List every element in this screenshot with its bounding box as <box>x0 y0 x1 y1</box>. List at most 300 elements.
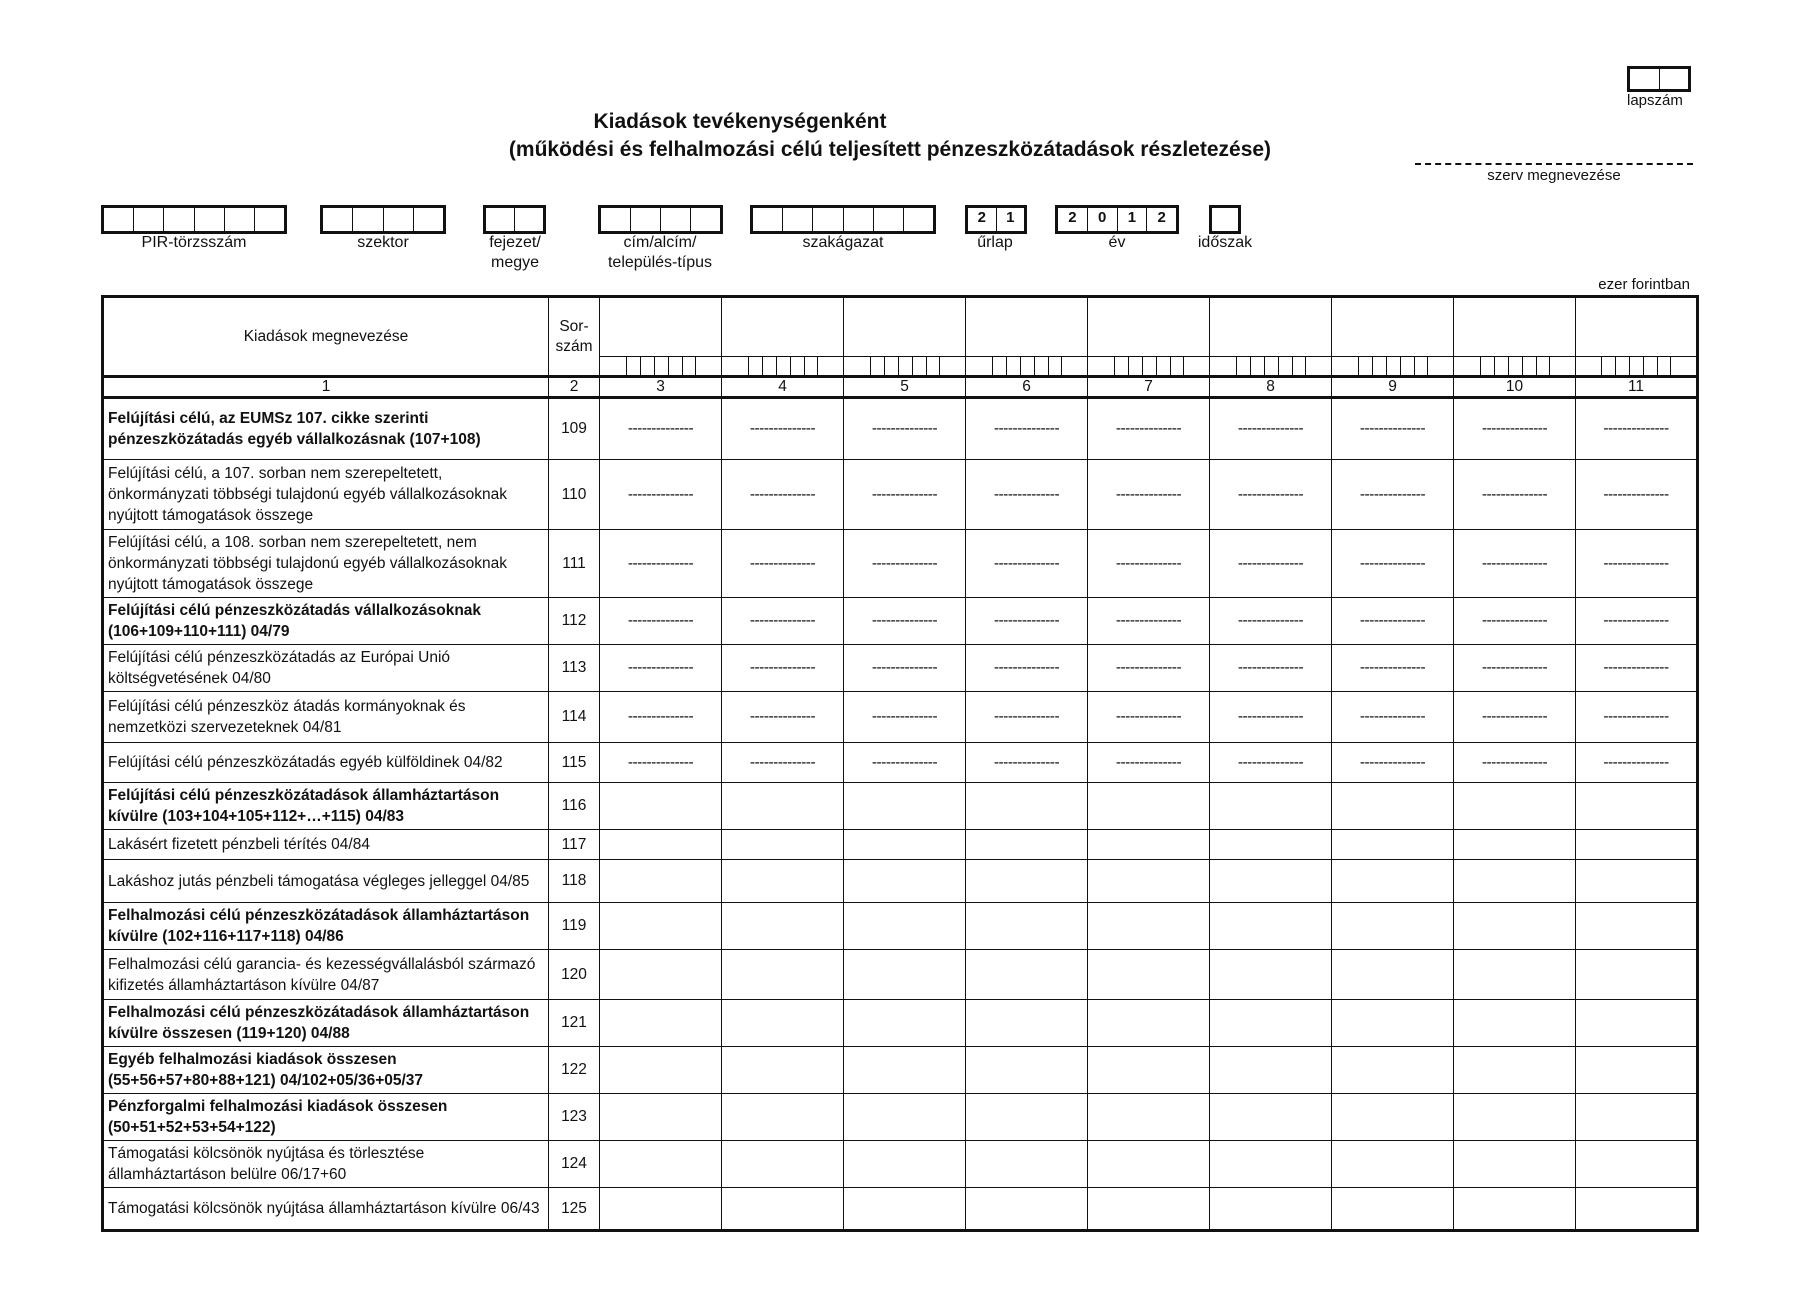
row-label: Támogatási kölcsönök nyújtása államháztartáson kívülre 06/43 <box>103 1188 549 1231</box>
dashed-cell: -------------- <box>966 460 1088 530</box>
value-cell[interactable] <box>1454 1000 1576 1047</box>
column-code-box[interactable] <box>640 357 654 375</box>
value-cell[interactable] <box>1210 1047 1332 1094</box>
column-number: 10 <box>1454 377 1576 398</box>
dashed-cell: -------------- <box>1332 398 1454 460</box>
column-number: 6 <box>966 377 1088 398</box>
id-digit-box[interactable] <box>601 208 631 231</box>
column-code-boxes[interactable] <box>844 357 965 375</box>
value-cell[interactable] <box>966 783 1088 830</box>
value-cell[interactable] <box>722 1141 844 1188</box>
dashed-cell: -------------- <box>1210 460 1332 530</box>
id-digit-box[interactable] <box>225 208 255 231</box>
dashed-cell: -------------- <box>1332 743 1454 783</box>
column-code-box[interactable] <box>682 357 696 375</box>
column-code-box[interactable] <box>1006 357 1020 375</box>
col-header-10[interactable] <box>1454 297 1576 357</box>
column-code-box[interactable] <box>1657 357 1671 375</box>
value-cell[interactable] <box>966 1141 1088 1188</box>
value-cell[interactable] <box>600 1047 722 1094</box>
row-number: 113 <box>549 645 600 692</box>
dashed-cell: -------------- <box>844 645 966 692</box>
dashed-cell: -------------- <box>722 743 844 783</box>
column-code-box[interactable] <box>912 357 926 375</box>
org-name-line[interactable] <box>1415 163 1693 165</box>
dashed-cell: -------------- <box>966 398 1088 460</box>
page-subtitle: (működési és felhalmozási célú teljesített pénzeszközátadások részletezése) <box>508 138 1272 161</box>
value-cell[interactable] <box>722 950 844 1000</box>
dashed-cell: -------------- <box>1576 398 1698 460</box>
value-cell[interactable] <box>600 1094 722 1141</box>
column-code-box[interactable] <box>1358 357 1372 375</box>
row-number: 118 <box>549 860 600 903</box>
row-label: Lakásért fizetett pénzbeli térítés 04/84 <box>103 830 549 860</box>
col-header-7[interactable] <box>1088 297 1210 357</box>
dashed-cell: -------------- <box>1332 530 1454 598</box>
column-code-cell[interactable] <box>1576 357 1698 377</box>
value-cell[interactable] <box>1576 860 1698 903</box>
table-row <box>103 398 1698 460</box>
column-code-box[interactable] <box>1601 357 1615 375</box>
dashed-cell: -------------- <box>1454 743 1576 783</box>
value-cell[interactable] <box>1088 1141 1210 1188</box>
value-cell[interactable] <box>600 830 722 860</box>
id-digit-box[interactable] <box>691 208 720 231</box>
value-cell[interactable] <box>600 950 722 1000</box>
value-cell[interactable] <box>1332 1141 1454 1188</box>
value-cell[interactable] <box>1088 830 1210 860</box>
value-cell[interactable] <box>722 783 844 830</box>
column-code-box[interactable] <box>1643 357 1657 375</box>
value-cell[interactable] <box>1576 1141 1698 1188</box>
value-cell[interactable] <box>1454 1094 1576 1141</box>
id-field-boxes-1[interactable] <box>101 205 287 234</box>
column-code-box[interactable] <box>1494 357 1508 375</box>
id-digit-box[interactable]: 1 <box>1006 209 1015 226</box>
value-cell[interactable] <box>1576 1094 1698 1141</box>
table-row <box>103 783 1698 830</box>
table-row <box>103 692 1698 743</box>
value-cell[interactable] <box>1576 830 1698 860</box>
value-cell[interactable] <box>1088 1000 1210 1047</box>
col-header-3[interactable] <box>600 297 722 357</box>
id-digit-box[interactable]: 0 <box>1088 208 1118 231</box>
value-cell[interactable] <box>1088 1094 1210 1141</box>
row-label: Felhalmozási célú pénzeszközátadások államháztartáson kívülre (102+116+117+118) 04/86 <box>103 903 549 950</box>
dashed-cell: -------------- <box>1210 743 1332 783</box>
column-code-boxes[interactable] <box>600 357 721 375</box>
dashed-cell: -------------- <box>1210 398 1332 460</box>
dashed-cell: -------------- <box>966 743 1088 783</box>
value-cell[interactable] <box>722 830 844 860</box>
column-number: 11 <box>1576 377 1698 398</box>
value-cell[interactable] <box>1454 783 1576 830</box>
id-digit-box[interactable] <box>1212 208 1238 231</box>
column-code-box[interactable] <box>1128 357 1142 375</box>
value-cell[interactable] <box>966 903 1088 950</box>
column-code-boxes[interactable] <box>1210 357 1331 375</box>
value-cell[interactable] <box>1576 783 1698 830</box>
column-code-cell[interactable] <box>600 357 722 377</box>
column-code-box[interactable] <box>1142 357 1156 375</box>
value-cell[interactable] <box>1088 950 1210 1000</box>
column-code-box[interactable] <box>1264 357 1278 375</box>
value-cell[interactable] <box>1454 903 1576 950</box>
column-code-box[interactable] <box>654 357 668 375</box>
sheet-number-boxes[interactable] <box>1627 66 1691 92</box>
id-digit-box[interactable] <box>195 208 225 231</box>
row-number: 115 <box>549 743 600 783</box>
dashed-cell: -------------- <box>600 398 722 460</box>
value-cell[interactable] <box>1332 1188 1454 1231</box>
value-cell[interactable] <box>1454 1047 1576 1094</box>
row-label: Lakáshoz jutás pénzbeli támogatása végleges jelleggel 04/85 <box>103 860 549 903</box>
col-header-6[interactable] <box>966 297 1088 357</box>
dashed-cell: -------------- <box>1210 692 1332 743</box>
id-digit-box[interactable] <box>384 208 414 231</box>
column-code-boxes[interactable] <box>1454 357 1575 375</box>
value-cell[interactable] <box>1210 783 1332 830</box>
value-cell[interactable] <box>1454 860 1576 903</box>
value-cell[interactable] <box>1576 1047 1698 1094</box>
col-header-4[interactable] <box>722 297 844 357</box>
column-code-box[interactable] <box>898 357 912 375</box>
value-cell[interactable] <box>844 950 966 1000</box>
column-code-cell[interactable] <box>844 357 966 377</box>
value-cell[interactable] <box>1210 1094 1332 1141</box>
column-code-boxes[interactable] <box>1088 357 1209 375</box>
id-digit-box[interactable] <box>904 208 933 231</box>
dashed-cell: -------------- <box>1210 645 1332 692</box>
value-cell[interactable] <box>1454 830 1576 860</box>
unit-label: ezer forintban <box>1598 276 1690 293</box>
value-cell[interactable] <box>844 1188 966 1231</box>
value-cell[interactable] <box>966 1047 1088 1094</box>
value-cell[interactable] <box>1332 783 1454 830</box>
table-row <box>103 1047 1698 1094</box>
column-code-box[interactable] <box>1372 357 1386 375</box>
row-label: Felújítási célú pénzeszközátadás vállalkozásoknak (106+109+110+111) 04/79 <box>103 598 549 645</box>
id-digit-box[interactable]: 1 <box>1118 208 1148 231</box>
column-code-box[interactable] <box>1156 357 1170 375</box>
column-code-box[interactable] <box>1170 357 1184 375</box>
value-cell[interactable] <box>1210 1141 1332 1188</box>
value-cell[interactable] <box>966 1000 1088 1047</box>
value-cell[interactable] <box>722 860 844 903</box>
dashed-cell: -------------- <box>600 598 722 645</box>
value-cell[interactable] <box>1088 860 1210 903</box>
dashed-cell: -------------- <box>1454 398 1576 460</box>
column-code-box[interactable] <box>668 357 682 375</box>
column-code-box[interactable] <box>1629 357 1643 375</box>
dashed-cell: -------------- <box>1454 645 1576 692</box>
value-cell[interactable] <box>1332 860 1454 903</box>
dashed-cell: -------------- <box>722 398 844 460</box>
value-cell[interactable] <box>1210 1188 1332 1231</box>
id-digit-box[interactable] <box>753 208 783 231</box>
row-number: 120 <box>549 950 600 1000</box>
value-cell[interactable] <box>1332 1047 1454 1094</box>
dashed-cell: -------------- <box>844 398 966 460</box>
dashed-cell: -------------- <box>1210 530 1332 598</box>
column-code-cell[interactable] <box>722 357 844 377</box>
table-row <box>103 950 1698 1000</box>
value-cell[interactable] <box>966 1094 1088 1141</box>
id-digit-box[interactable] <box>631 208 661 231</box>
value-cell[interactable] <box>722 903 844 950</box>
table-row <box>103 743 1698 783</box>
value-cell[interactable] <box>1332 1000 1454 1047</box>
value-cell[interactable] <box>1454 950 1576 1000</box>
value-cell[interactable] <box>844 903 966 950</box>
column-code-box[interactable] <box>1236 357 1250 375</box>
column-code-box[interactable] <box>1508 357 1522 375</box>
value-cell[interactable] <box>1210 830 1332 860</box>
dashed-cell: -------------- <box>1332 460 1454 530</box>
dashed-cell: -------------- <box>966 645 1088 692</box>
table-row <box>103 460 1698 530</box>
dashed-cell: -------------- <box>1088 398 1210 460</box>
header-name: Kiadások megnevezése <box>103 297 549 377</box>
column-code-cell[interactable] <box>1210 357 1332 377</box>
value-cell[interactable] <box>722 1047 844 1094</box>
row-number: 124 <box>549 1141 600 1188</box>
value-cell[interactable] <box>844 1094 966 1141</box>
value-cell[interactable] <box>844 1141 966 1188</box>
column-code-box[interactable] <box>1114 357 1128 375</box>
col-header-9[interactable] <box>1332 297 1454 357</box>
row-label: Felújítási célú, a 108. sorban nem szerepeltetett, nem önkormányzati többségi tulajdonú egyéb vállalkozásoknak nyújtott támogatások összege <box>103 530 549 598</box>
column-code-box[interactable] <box>762 357 776 375</box>
column-code-box[interactable] <box>884 357 898 375</box>
column-code-box[interactable] <box>790 357 804 375</box>
value-cell[interactable] <box>1210 950 1332 1000</box>
column-number: 2 <box>549 377 600 398</box>
value-cell[interactable] <box>966 950 1088 1000</box>
value-cell[interactable] <box>722 1000 844 1047</box>
org-name-label: szerv megnevezése <box>1487 167 1621 184</box>
row-number: 122 <box>549 1047 600 1094</box>
column-code-box[interactable] <box>1522 357 1536 375</box>
column-code-box[interactable] <box>1480 357 1494 375</box>
id-digit-box[interactable] <box>661 208 691 231</box>
column-number: 8 <box>1210 377 1332 398</box>
dashed-cell: -------------- <box>600 645 722 692</box>
value-cell[interactable] <box>1576 950 1698 1000</box>
dashed-cell: -------------- <box>1332 692 1454 743</box>
id-field-boxes-8[interactable] <box>1209 205 1241 234</box>
value-cell[interactable] <box>1576 1188 1698 1231</box>
id-field-label: év <box>1108 234 1126 251</box>
column-number: 1 <box>103 377 549 398</box>
col-header-11[interactable] <box>1576 297 1698 357</box>
id-digit-box[interactable] <box>323 208 353 231</box>
value-cell[interactable] <box>1576 903 1698 950</box>
id-field-label: időszak <box>1197 234 1253 251</box>
value-cell[interactable] <box>1332 830 1454 860</box>
column-code-box[interactable] <box>870 357 884 375</box>
column-code-box[interactable] <box>992 357 1006 375</box>
column-code-box[interactable] <box>1278 357 1292 375</box>
column-code-boxes[interactable] <box>966 357 1087 375</box>
dashed-cell: -------------- <box>1088 692 1210 743</box>
column-code-boxes[interactable] <box>722 357 843 375</box>
col-header-8[interactable] <box>1210 297 1332 357</box>
column-code-box[interactable] <box>748 357 762 375</box>
column-number: 9 <box>1332 377 1454 398</box>
dashed-cell: -------------- <box>844 460 966 530</box>
column-code-box[interactable] <box>1048 357 1062 375</box>
dashed-cell: -------------- <box>844 692 966 743</box>
value-cell[interactable] <box>1454 1141 1576 1188</box>
value-cell[interactable] <box>1210 903 1332 950</box>
id-digit-box[interactable]: 2 <box>1058 208 1088 231</box>
dashed-cell: -------------- <box>966 530 1088 598</box>
row-number: 114 <box>549 692 600 743</box>
dashed-cell: -------------- <box>844 530 966 598</box>
id-field-boxes-6[interactable] <box>965 205 1027 234</box>
dashed-cell: -------------- <box>722 530 844 598</box>
table-row <box>103 1188 1698 1231</box>
value-cell[interactable] <box>600 1188 722 1231</box>
dashed-cell: -------------- <box>722 692 844 743</box>
value-cell[interactable] <box>1210 860 1332 903</box>
column-code-box[interactable] <box>1020 357 1034 375</box>
table-row <box>103 1094 1698 1141</box>
id-digit-box[interactable] <box>874 208 904 231</box>
value-cell[interactable] <box>722 1188 844 1231</box>
dashed-cell: -------------- <box>844 743 966 783</box>
column-code-box[interactable] <box>926 357 940 375</box>
value-cell[interactable] <box>844 1047 966 1094</box>
column-code-boxes[interactable] <box>1332 357 1453 375</box>
id-field-label: fejezet/ megye <box>489 234 541 271</box>
column-code-cell[interactable] <box>1088 357 1210 377</box>
value-cell[interactable] <box>844 860 966 903</box>
id-field-boxes-2[interactable] <box>320 205 446 234</box>
dashed-cell: -------------- <box>1576 743 1698 783</box>
value-cell[interactable] <box>600 1141 722 1188</box>
value-cell[interactable] <box>722 1094 844 1141</box>
column-code-box[interactable] <box>1536 357 1550 375</box>
dashed-cell: -------------- <box>1576 645 1698 692</box>
value-cell[interactable] <box>1332 903 1454 950</box>
sheet-number-digit[interactable] <box>1660 69 1689 89</box>
column-code-box[interactable] <box>1250 357 1264 375</box>
dashed-cell: -------------- <box>1576 460 1698 530</box>
column-code-box[interactable] <box>1414 357 1428 375</box>
id-field-label: űrlap <box>977 234 1013 251</box>
table-row <box>103 530 1698 598</box>
value-cell[interactable] <box>600 1000 722 1047</box>
sheet-number-digit[interactable] <box>1630 69 1660 89</box>
column-code-cell[interactable] <box>1454 357 1576 377</box>
column-code-box[interactable] <box>1034 357 1048 375</box>
row-label: Felújítási célú pénzeszközátadás az Európai Unió költségvetésének 04/80 <box>103 645 549 692</box>
value-cell[interactable] <box>1088 783 1210 830</box>
id-digit-box[interactable] <box>104 208 134 231</box>
table-row <box>103 645 1698 692</box>
column-code-cell[interactable] <box>966 357 1088 377</box>
col-header-5[interactable] <box>844 297 966 357</box>
value-cell[interactable] <box>844 783 966 830</box>
column-code-box[interactable] <box>626 357 640 375</box>
id-digit-box[interactable] <box>813 208 843 231</box>
column-code-box[interactable] <box>1615 357 1629 375</box>
id-digit-box[interactable] <box>255 208 284 231</box>
value-cell[interactable] <box>1332 1094 1454 1141</box>
column-code-box[interactable] <box>804 357 818 375</box>
dashed-cell: -------------- <box>1332 645 1454 692</box>
row-number: 125 <box>549 1188 600 1231</box>
id-digit-box[interactable]: 2 <box>968 208 997 231</box>
id-field-boxes-7[interactable] <box>1055 205 1179 234</box>
value-cell[interactable] <box>600 783 722 830</box>
value-cell[interactable] <box>1088 1188 1210 1231</box>
value-cell[interactable] <box>1576 1000 1698 1047</box>
column-code-cell[interactable] <box>1332 357 1454 377</box>
id-digit-box[interactable] <box>844 208 874 231</box>
id-digit-box[interactable] <box>164 208 194 231</box>
row-number: 109 <box>549 398 600 460</box>
column-code-box[interactable] <box>1292 357 1306 375</box>
value-cell[interactable] <box>1088 903 1210 950</box>
id-field-boxes-5[interactable] <box>750 205 936 234</box>
dashed-cell: -------------- <box>1088 598 1210 645</box>
row-label: Pénzforgalmi felhalmozási kiadások összesen (50+51+52+53+54+122) <box>103 1094 549 1141</box>
header-sorszam: Sor- szám <box>549 297 600 377</box>
value-cell[interactable] <box>1332 950 1454 1000</box>
id-field-label: PIR-törzsszám <box>141 234 247 251</box>
value-cell[interactable] <box>1454 1188 1576 1231</box>
value-cell[interactable] <box>600 903 722 950</box>
id-digit-box[interactable] <box>414 208 443 231</box>
id-digit-box[interactable] <box>134 208 164 231</box>
column-code-box[interactable] <box>1386 357 1400 375</box>
id-field-boxes-3[interactable] <box>483 205 546 234</box>
value-cell[interactable] <box>966 1188 1088 1231</box>
value-cell[interactable] <box>966 860 1088 903</box>
dashed-cell: -------------- <box>1088 460 1210 530</box>
id-digit-box[interactable] <box>486 208 515 231</box>
column-code-boxes[interactable] <box>1576 357 1696 375</box>
table-row <box>103 1000 1698 1047</box>
column-code-box[interactable] <box>1400 357 1414 375</box>
id-digit-box[interactable] <box>515 208 543 231</box>
id-digit-box[interactable] <box>353 208 383 231</box>
id-field-label: szektor <box>357 234 409 251</box>
page-title: Kiadások tevékenységenként <box>593 110 887 133</box>
value-cell[interactable] <box>600 860 722 903</box>
id-digit-box[interactable] <box>783 208 813 231</box>
dashed-cell: -------------- <box>1210 598 1332 645</box>
dashed-cell: -------------- <box>1088 645 1210 692</box>
row-number: 117 <box>549 830 600 860</box>
value-cell[interactable] <box>844 830 966 860</box>
value-cell[interactable] <box>966 830 1088 860</box>
row-number: 123 <box>549 1094 600 1141</box>
id-digit-box[interactable]: 2 <box>1157 209 1166 226</box>
row-number: 116 <box>549 783 600 830</box>
dashed-cell: -------------- <box>1454 460 1576 530</box>
column-code-box[interactable] <box>776 357 790 375</box>
row-label: Felhalmozási célú garancia- és kezességvállalásból származó kifizetés államháztartáson kívülre 04/87 <box>103 950 549 1000</box>
id-field-boxes-4[interactable] <box>598 205 723 234</box>
dashed-cell: -------------- <box>966 598 1088 645</box>
value-cell[interactable] <box>1210 1000 1332 1047</box>
value-cell[interactable] <box>1088 1047 1210 1094</box>
value-cell[interactable] <box>844 1000 966 1047</box>
